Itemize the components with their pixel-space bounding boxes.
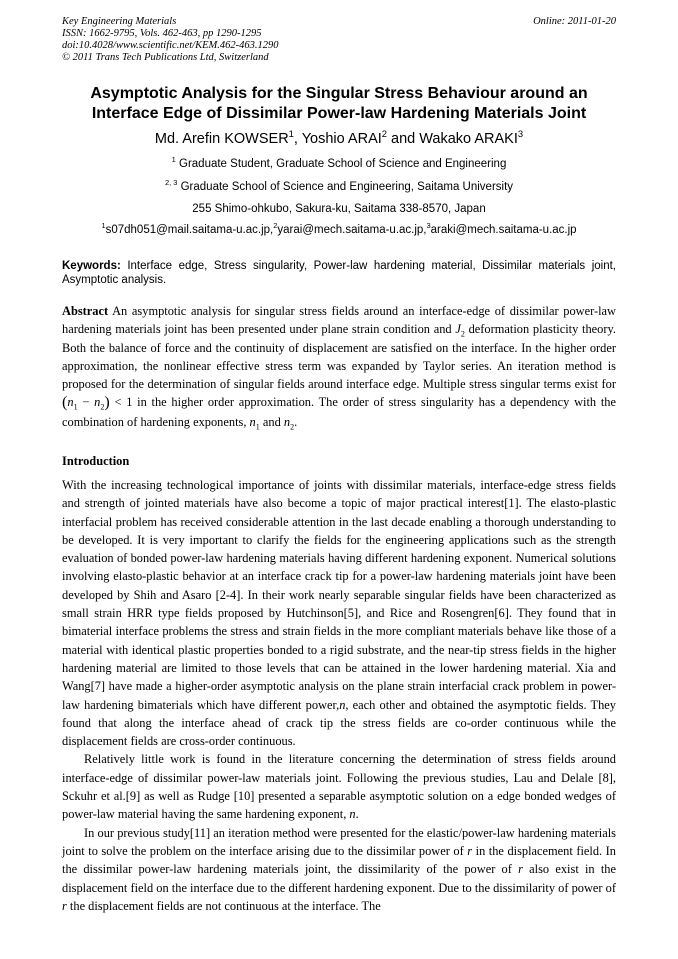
intro-p3-text-c: also exist in the displacement field on the interface due to the different hardening exponent. Due to the dissimilarity of power of [62, 862, 616, 895]
intro-paragraph-3 [62, 824, 616, 915]
intro-p1-n: n [339, 697, 346, 712]
cond-n1: n [67, 395, 74, 410]
journal-header [62, 16, 616, 64]
affiliation-1 [62, 157, 616, 171]
online-date: Online: 2011-01-20 [533, 16, 616, 27]
postal-address: 255 Shimo-ohkubo, Sakura-ku, Saitama 338-8570, Japan [192, 203, 486, 215]
keywords-text: Interface edge, Stress singularity, Power-law hardening material, Dissimilar materials joint, Asymptotic analysis. [62, 260, 616, 286]
exp-n1: n [249, 414, 256, 429]
affiliation-1-marker: 1 [171, 155, 176, 165]
title-line-2: Interface Edge of Dissimilar Power-law Hardening Materials Joint [91, 105, 587, 122]
keywords-label: Keywords: [62, 260, 121, 272]
affiliation-2-text: Graduate School of Science and Engineering, Saitama University [177, 181, 514, 193]
intro-p3-r1: r [467, 843, 473, 858]
cond-n2: n [94, 395, 101, 410]
intro-paragraph-2 [62, 750, 616, 823]
intro-p3-r2: r [518, 862, 523, 877]
author-2: , Yoshio ARAI [293, 131, 382, 147]
intro-p3-text-a: In our previous study[11] an iteration method were presented for the elastic/power-law hardening materials joint to solve the problem on the interface arising due to the dissimilar power of [62, 825, 616, 858]
author-2-marker: 2 [381, 128, 388, 140]
j2-symbol: J [455, 322, 461, 337]
intro-paragraph-1 [62, 476, 616, 750]
abstract-text-1: An asymptotic analysis for singular stress fields around an interface-edge of dissimilar power-law hardening materials joint has been presented under plane strain condition and [62, 304, 616, 337]
close-paren: ) [104, 394, 110, 412]
intro-p3-text-d: the displacement fields are not continuous at the interface. The [66, 898, 381, 913]
author-1: Md. Arefin KOWSER [154, 131, 289, 147]
intro-p2-text-b: . [355, 807, 359, 822]
abstract-label: Abstract [62, 304, 109, 318]
cond-n1-sub: 1 [73, 402, 78, 412]
j2-subscript: 2 [460, 329, 465, 339]
copyright-line: © 2011 Trans Tech Publications Ltd, Switzerland [62, 52, 269, 63]
keywords-block [62, 259, 616, 287]
abstract-text-2: deformation plasticity theory. Both the balance of force and the continuity of displacement are satisfied on the interface. In the higher order approximation, the nonlinear effective stress term was expanded by Taylor series. An iteration method is proposed for the determination of singular fields around interface edge. Multiple stress singular terms exist for [62, 322, 616, 392]
affiliation-1-text: Graduate Student, Graduate School of Science and Engineering [175, 158, 507, 170]
intro-p2-n: n [349, 807, 356, 822]
exp-n1-sub: 1 [255, 422, 260, 432]
doi-line: doi:10.4028/www.scientific.net/KEM.462-463.1290 [62, 40, 279, 51]
paper-title [62, 84, 616, 124]
affiliation-2-marker: 2, 3 [164, 178, 178, 188]
email-2-marker: 2 [273, 221, 278, 231]
email-2[interactable]: yarai@mech.saitama-u.ac.jp, [277, 224, 427, 236]
section-heading-introduction: Introduction [62, 454, 130, 468]
exp-and: and [259, 414, 284, 429]
intro-p3-text-b: in the displacement field. In the dissimilar power-law hardening materials joint, the dissimilarity of the power of [62, 843, 617, 877]
author-list [62, 130, 616, 148]
title-line-1: Asymptotic Analysis for the Singular Stress Behaviour around an [90, 85, 588, 102]
exp-end: . [294, 414, 298, 429]
abstract-block [62, 302, 616, 431]
issn-line: ISSN: 1662-9795, Vols. 462-463, pp 1290-1295 [62, 28, 262, 39]
affiliation-2 [62, 180, 616, 194]
email-3[interactable]: araki@mech.saitama-u.ac.jp [430, 224, 577, 236]
exp-n2-sub: 2 [290, 422, 295, 432]
open-paren: ( [62, 394, 68, 412]
email-3-marker: 3 [426, 221, 431, 231]
author-3-marker: 3 [517, 128, 524, 140]
introduction-body [62, 476, 616, 915]
cond-minus: − [77, 395, 95, 410]
intro-p1-text-a: With the increasing technological importance of joints with dissimilar materials, interface-edge stress fields and strength of jointed materials have also become a topic of major practical interest[1]. The elasto-plastic interfacial problem has received considerable attention in the last decade enabling a thorough understanding to be developed. It is very important to clarify the fields for the engineering applications such as the strength evaluation of bonded power-law hardening materials having different hardening exponent. Numerical solutions involving elasto-plastic behavior at an interface crack tip for a power-law hardening materials joint have been developed by Shih and Asaro [2-4]. In their work nearly separable singular fields have been characterized as small strain HRR type fields proposed by Hutchinson[5], and Rice and Rosengren[6]. They found that in bimaterial interface problems the stress and strain fields in the more compliant materials behave like those of a material with identical plastic properties bonded to a rigid substrate, and the near-tip stress fields in the higher hardening material are limited to those levels that can be attained in the lower hardening material. Xia and Wang[7] have made a higher-order asymptotic analysis on the plane strain interfacial crack problem in power-law hardening bimaterials which have different power, [62, 478, 616, 712]
intro-p2-text-a: Relatively little work is found in the literature concerning the determination of stress fields around interface-edge of dissimilar power-law materials joint. Following the previous studies, Lau and Delale [8], Sckuhr et al.[9] as well as Rudge [10] presented a separable asymptotic solution on a edge bonded wedges of power-law material having the same hardening exponent, [62, 752, 616, 822]
abstract-text-3: in the higher order approximation. The order of stress singularity has a dependency with the combination of hardening exponents, [62, 395, 616, 429]
cond-lt: < 1 [109, 395, 133, 410]
email-addresses [62, 223, 616, 237]
email-1-marker: 1 [101, 221, 106, 231]
cond-n2-sub: 2 [100, 402, 105, 412]
exp-n2: n [283, 414, 291, 429]
intro-p3-r3: r [62, 898, 67, 913]
author-3: and Wakako ARAKI [387, 131, 518, 147]
journal-name: Key Engineering Materials [62, 16, 177, 27]
intro-p1-text-b: , each other and obtained the asymptotic fields. They found that along the interface ahead of crack tip the stress fields are co-order continuous while the displacement fields are cross-order continuous. [62, 697, 616, 749]
author-1-marker: 1 [288, 128, 294, 140]
email-1[interactable]: s07dh051@mail.saitama-u.ac.jp, [105, 224, 274, 236]
